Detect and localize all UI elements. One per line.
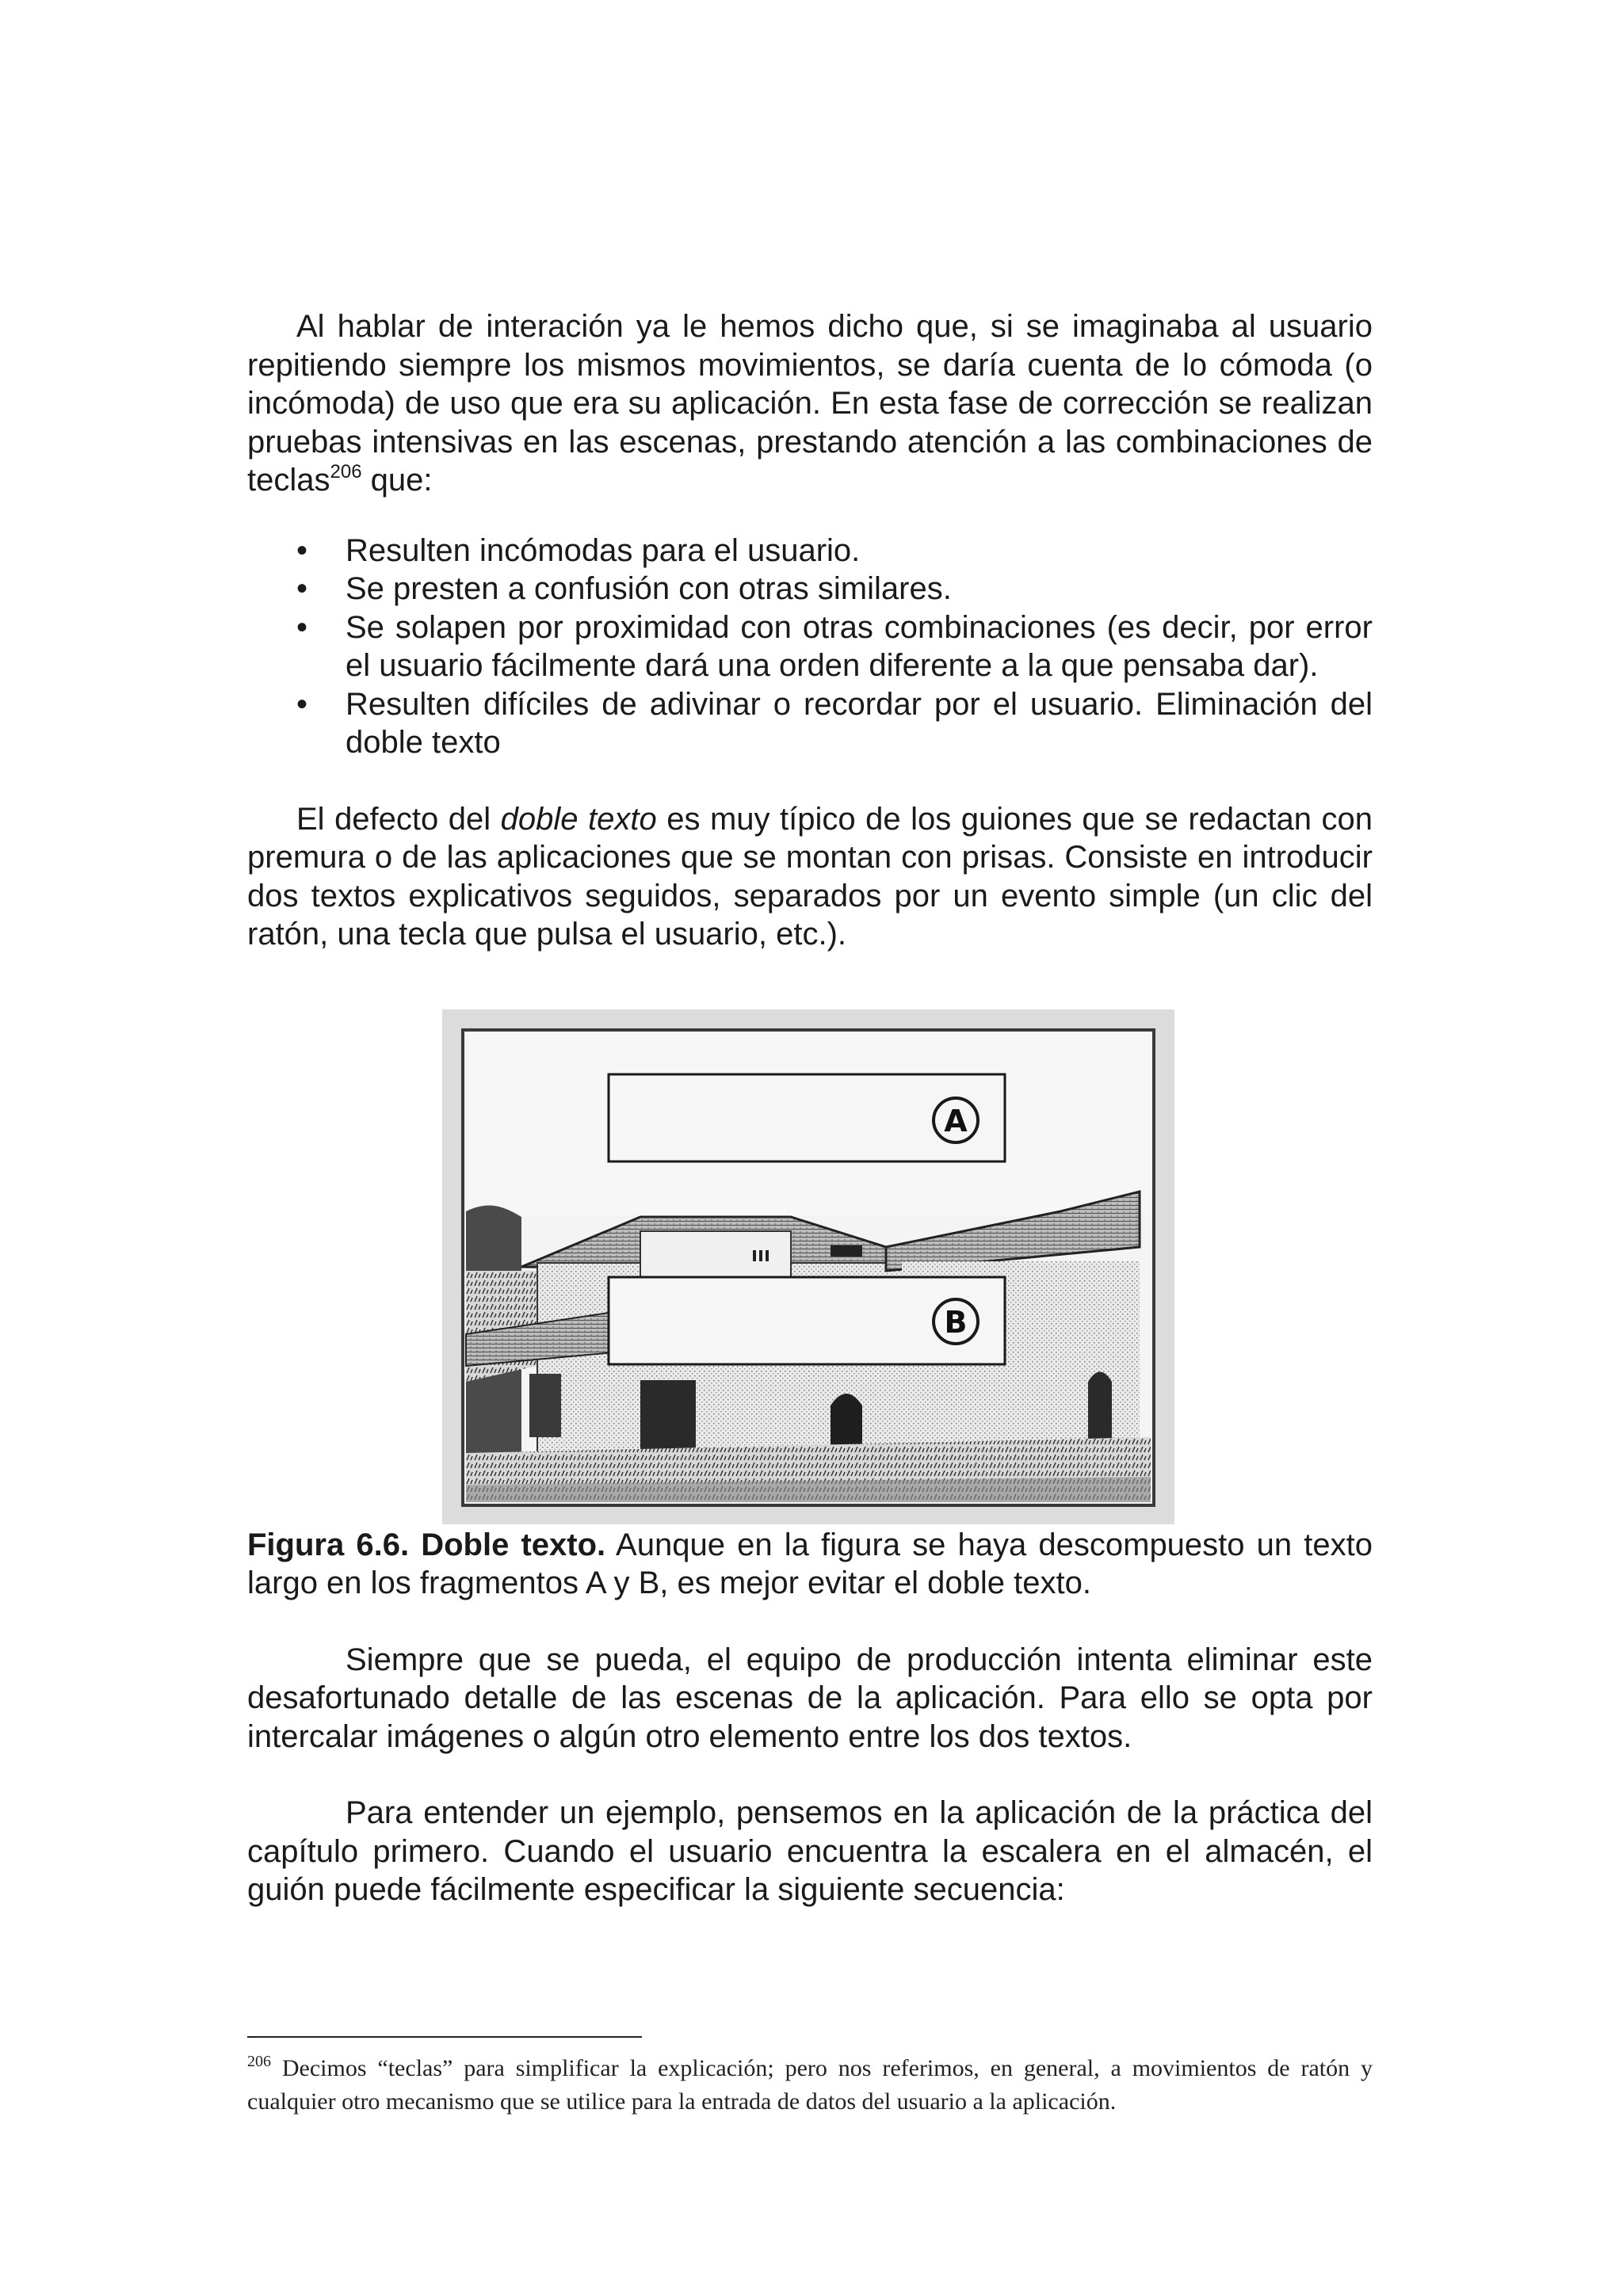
building-photo <box>442 1009 1174 1524</box>
paragraph-siempre: Siempre que se pueda, el equipo de producción intenta eliminar este desafortunado detalle de las escenas de la aplicación. Para ello se opta por intercalar imágenes o algún otro elemento entre los dos textos. <box>247 1642 1373 1754</box>
figure-caption: Figura 6.6. Doble texto. Aunque en la figura se haya descompuesto un texto largo en los fragmentos A y B, es mejor evitar el doble texto. <box>247 1527 1373 1600</box>
bullet-icon: • <box>296 609 308 645</box>
bullet-icon: • <box>296 532 308 568</box>
list-item: • Se presten a confusión con otras similares. <box>247 570 1373 608</box>
bullet-icon: • <box>296 686 308 722</box>
box-a-label: A <box>944 1103 968 1138</box>
box-b-label: B <box>944 1304 968 1340</box>
footnote: $^{206}$ Decimos “teclas” para simplificar la explicación; pero nos referimos, en general, a movimientos de ratón y cualquier otro mecanismo que se utilice para la entrada de datos del usuario a la aplicación. <box>247 2053 1373 2115</box>
list-item: • Resulten difíciles de adivinar o recordar por el usuario. Eliminación del doble texto <box>296 686 1373 760</box>
bullet-icon: • <box>296 571 308 606</box>
list-item: • Resulten incómodas para el usuario. <box>247 532 1373 570</box>
list-item: • Se solapen por proximidad con otras combinaciones (es decir, por error el usuario fácilmente dará una orden diferente a la que pensaba dar). <box>296 609 1373 683</box>
bullet-list <box>247 532 1373 762</box>
footnote-ref[interactable]: 206 <box>330 461 362 482</box>
figure-doble-texto <box>442 1009 1174 1524</box>
page-body <box>247 307 1373 1909</box>
paragraph-interaction: Al hablar de interación ya le hemos dicho que, si se imaginaba al usuario repitiendo siempre los mismos movimientos, se daría cuenta de lo cómoda (o incómoda) de uso que era su aplicación. En esta fase de corrección se realizan pruebas intensivas en las escenas, prestando atención a las combinaciones de teclas$^{206}$ que: <box>247 309 1373 498</box>
paragraph-doble-texto: El defecto del doble texto es muy típico de los guiones que se redactan con premura o de las aplicaciones que se montan con prisas. Consiste en introducir dos textos explicativos seguidos, separados por un evento simple (un clic del ratón, una tecla que pulsa el usuario, etc.). <box>247 801 1373 952</box>
footnote-divider <box>247 2036 642 2038</box>
paragraph-ejemplo: Para entender un ejemplo, pensemos en la aplicación de la práctica del capítulo primero. Cuando el usuario encuentra la escalera en el almacén, el guión puede fácilmente especificar la siguiente secuencia: <box>247 1795 1373 1907</box>
